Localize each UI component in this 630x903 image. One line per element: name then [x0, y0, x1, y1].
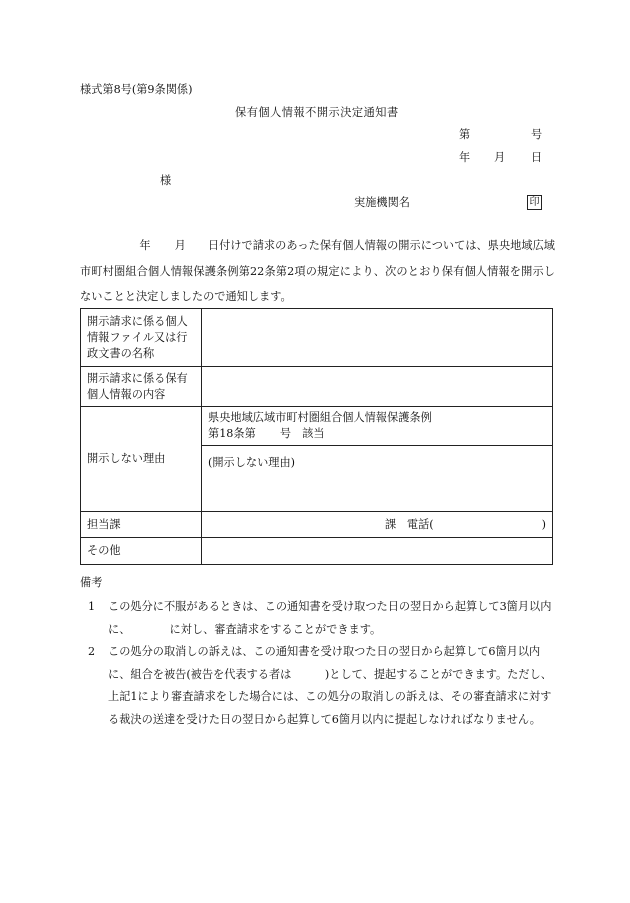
table-row	[81, 538, 553, 565]
notice-table	[80, 308, 553, 565]
row-value-reason: (開示しない理由)	[202, 446, 553, 512]
row-label-reason: 開示しない理由	[81, 407, 202, 512]
paragraph-month: 月	[174, 239, 186, 252]
main-paragraph	[80, 233, 555, 310]
row-value-department	[202, 512, 553, 538]
department-phone-close: )	[541, 517, 546, 531]
note-number: 2	[88, 645, 96, 658]
addressee-suffix: 様	[160, 174, 172, 187]
clause-line-1: 県央地域広域市町村圏組合個人情報保護条例	[208, 411, 432, 424]
table-row	[81, 309, 553, 367]
date-day-label: 日	[531, 151, 543, 164]
row-value-other	[202, 538, 553, 565]
table-row	[81, 407, 553, 446]
notes-heading: 備考	[80, 576, 103, 589]
number-suffix: 号	[531, 128, 543, 141]
note-text: この処分の取消しの訴えは、この通知書を受け取つた日の翌日から起算して6箇月以内に、組合を被告(被告を代表する者は )として、提起することができます。ただし、上記1により審査請求をした場合には、この処分の取消しの訴えは、その審査請求に対する裁決の送達を受けた日の翌日から起算して6箇月以内に提起しなければなりません。	[108, 645, 552, 726]
note-item	[83, 641, 553, 731]
number-prefix: 第	[459, 128, 471, 141]
table-row	[81, 512, 553, 538]
note-text: この処分に不服があるときは、この通知書を受け取つた日の翌日から起算して3箇月以内に、 に対し、審査請求をすることができます。	[108, 600, 552, 636]
document-title: 保有個人情報不開示決定通知書	[235, 106, 399, 119]
date-month-label: 月	[494, 151, 506, 164]
paragraph-year: 年	[139, 239, 151, 252]
date-year-label: 年	[459, 151, 471, 164]
seal-mark: 印	[527, 195, 542, 210]
row-label-other: その他	[81, 538, 202, 565]
agency-name-label: 実施機関名	[354, 196, 410, 209]
row-label-content: 開示請求に係る保有個人情報の内容	[81, 367, 202, 407]
note-item	[83, 596, 553, 641]
paragraph-text: 日付けで請求のあった保有個人情報の開示については、県央地域広域市町村圏組合個人情報保護条例第22条第2項の規定により、次のとおり保有個人情報を開示しないことと決定しましたので通知します。	[80, 239, 555, 303]
row-value-clause	[202, 407, 553, 446]
note-number: 1	[88, 600, 96, 613]
clause-applicable: 号 該当	[279, 427, 325, 440]
row-value-content	[202, 367, 553, 407]
row-value-file-name	[202, 309, 553, 367]
row-label-file-name: 開示請求に係る個人情報ファイル又は行政文書の名称	[81, 309, 202, 367]
table-row	[81, 367, 553, 407]
department-phone: 電話(	[406, 517, 434, 531]
form-number: 様式第8号(第9条関係)	[80, 83, 193, 96]
row-label-department: 担当課	[81, 512, 202, 538]
department-section: 課	[385, 517, 397, 531]
clause-line-2	[208, 426, 546, 442]
clause-article: 第18条第	[208, 427, 256, 440]
